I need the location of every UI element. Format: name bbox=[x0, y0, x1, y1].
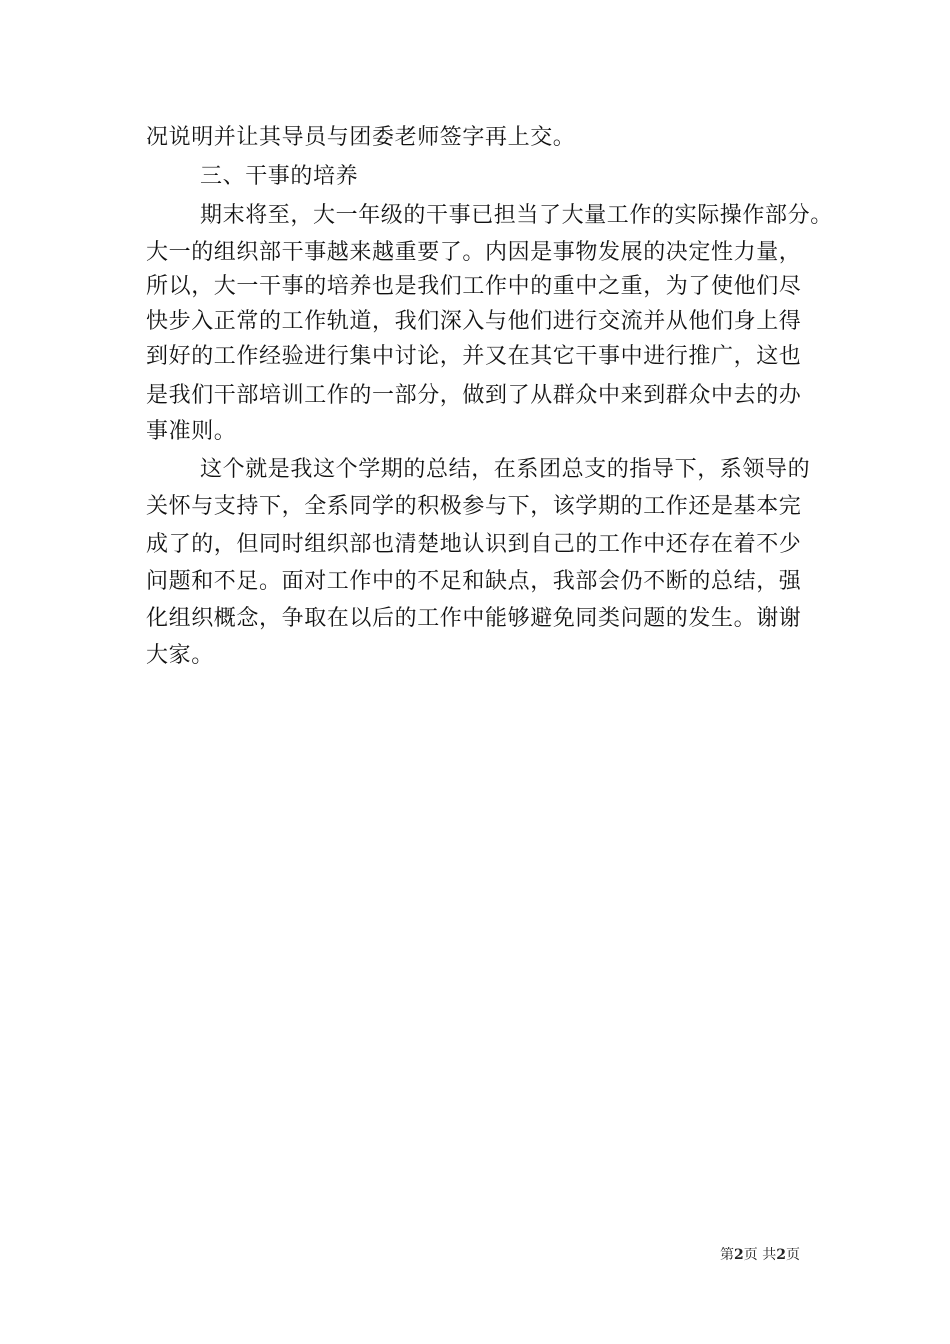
paragraph-line: 期末将至，大一年级的干事已担当了大量工作的实际操作部分。 bbox=[200, 203, 833, 228]
paragraph-line: 事准则。 bbox=[146, 419, 237, 444]
section-heading: 三、干事的培养 bbox=[200, 164, 359, 189]
paragraph-line: 快步入正常的工作轨道，我们深入与他们进行交流并从他们身上得 bbox=[146, 309, 802, 334]
paragraph-line: 化组织概念，争取在以后的工作中能够避免同类问题的发生。谢谢 bbox=[146, 606, 802, 631]
paragraph-line: 关怀与支持下，全系同学的积极参与下，该学期的工作还是基本完 bbox=[146, 494, 802, 519]
paragraph-line: 所以，大一干事的培养也是我们工作中的重中之重，为了使他们尽 bbox=[146, 274, 802, 299]
total-page-number: 2 bbox=[776, 1247, 786, 1263]
text-line-continuation: 况说明并让其导员与团委老师签字再上交。 bbox=[146, 125, 576, 150]
current-page-number: 2 bbox=[734, 1247, 744, 1263]
footer-middle: 页 共 bbox=[743, 1247, 777, 1263]
footer-suffix: 页 bbox=[785, 1247, 800, 1263]
paragraph-line: 到好的工作经验进行集中讨论，并又在其它干事中进行推广，这也 bbox=[146, 344, 802, 369]
paragraph-line: 大一的组织部干事越来越重要了。内因是事物发展的决定性力量， bbox=[146, 240, 802, 265]
paragraph-line: 问题和不足。面对工作中的不足和缺点，我部会仍不断的总结，强 bbox=[146, 569, 802, 594]
paragraph-line: 成了的，但同时组织部也清楚地认识到自己的工作中还存在着不少 bbox=[146, 532, 802, 557]
paragraph-line: 这个就是我这个学期的总结，在系团总支的指导下，系领导的 bbox=[200, 457, 811, 482]
paragraph-line: 是我们干部培训工作的一部分，做到了从群众中来到群众中去的办 bbox=[146, 383, 802, 408]
paragraph-line: 大家。 bbox=[146, 643, 214, 668]
page-number-footer bbox=[720, 1245, 800, 1265]
footer-prefix: 第 bbox=[720, 1247, 734, 1263]
